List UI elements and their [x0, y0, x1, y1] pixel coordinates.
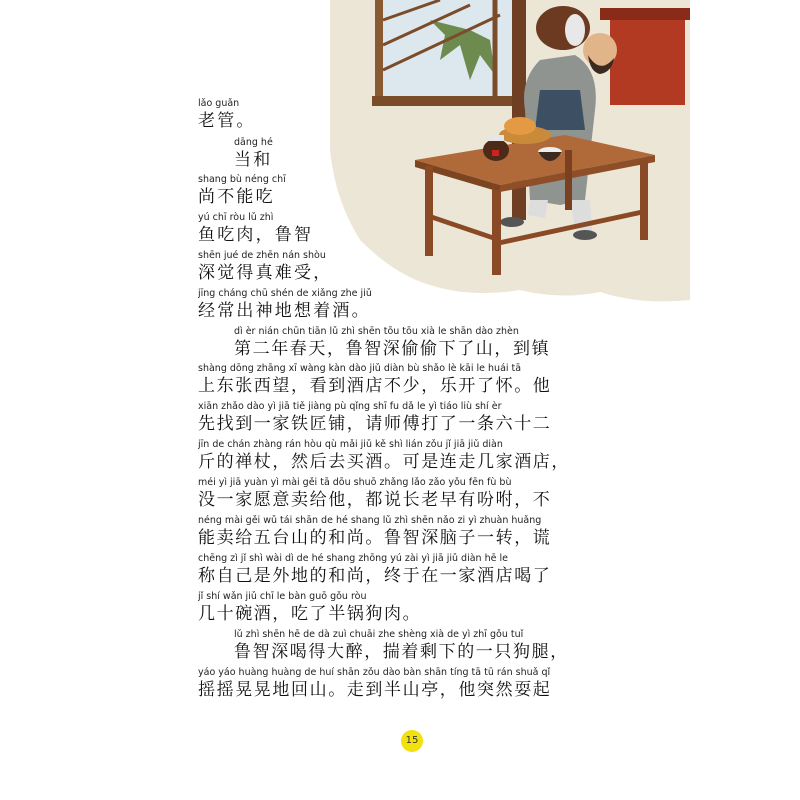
hanzi: 能卖给五台山的和尚。鲁智深脑子一转，谎	[198, 528, 552, 548]
hanzi: 鱼吃肉，鲁智	[198, 225, 314, 245]
text-line	[198, 591, 421, 625]
page-number: 15	[401, 730, 423, 752]
pinyin: néng mài gěi wǔ tái shān de hé shang lǔ zhì shēn nǎo zi yì zhuàn huǎng	[198, 515, 542, 526]
text-line	[198, 477, 551, 511]
pinyin: lǎo guǎn	[198, 98, 240, 109]
pinyin: jīng cháng chū shén de xiǎng zhe jiǔ	[198, 288, 372, 299]
pinyin: shang bù néng chī	[198, 174, 286, 185]
text-line	[198, 667, 551, 701]
hanzi: 尚不能吃	[198, 187, 275, 207]
pinyin: shēn jué de zhēn nán shòu	[198, 250, 326, 261]
hanzi: 深觉得真难受，	[198, 263, 333, 283]
hanzi: 上东张西望，看到酒店不少，乐开了怀。他	[198, 376, 552, 396]
text-line	[234, 326, 550, 360]
text-line	[198, 212, 313, 246]
pinyin: jīn de chán zhàng rán hòu qù mǎi jiǔ kě shì lián zǒu jǐ jiā jiǔ diàn	[198, 439, 503, 450]
pinyin: méi yì jiā yuàn yì mài gěi tā dōu shuō zhǎng lǎo zǎo yǒu fēn fù bù	[198, 477, 512, 488]
hanzi: 当和	[234, 150, 273, 170]
text-line	[198, 363, 551, 397]
text-line	[198, 439, 570, 473]
window-icon	[372, 0, 528, 106]
hanzi: 斤的禅杖，然后去买酒。可是连走几家酒店，	[198, 452, 570, 472]
hanzi: 没一家愿意卖给他，都说长老早有吩咐，不	[198, 490, 552, 510]
illustration-monk-drinking	[0, 0, 800, 310]
hanzi: 经常出神地想着酒。	[198, 301, 371, 321]
hanzi: 摇摇晃晃地回山。走到半山亭，他突然耍起	[198, 680, 552, 700]
pinyin: yú chī ròu lǔ zhì	[198, 212, 274, 223]
text-line	[234, 137, 273, 171]
hanzi: 先找到一家铁匠铺，请师傅打了一条六十二	[198, 414, 552, 434]
text-line	[198, 288, 372, 322]
text-line	[198, 98, 256, 132]
pinyin: chēng zì jǐ shì wài dì de hé shang zhōng yú zài yì jiā jiǔ diàn hē le	[198, 553, 508, 564]
pinyin: dì èr nián chūn tiān lǔ zhì shēn tōu tōu xià le shān dào zhèn	[234, 326, 519, 337]
hanzi: 第二年春天，鲁智深偷偷下了山，到镇	[234, 339, 551, 359]
hanzi: 称自己是外地的和尚，终于在一家酒店喝了	[198, 566, 552, 586]
text-line	[198, 250, 332, 284]
text-line	[198, 401, 551, 435]
text-line	[198, 515, 551, 549]
pinyin: jǐ shí wǎn jiǔ chī le bàn guō gǒu ròu	[198, 591, 367, 602]
pinyin: lǔ zhì shēn hē de dà zuì chuāi zhe shèng xià de yì zhī gǒu tuǐ	[234, 629, 524, 640]
pinyin: dāng hé	[234, 137, 273, 148]
pinyin: yáo yáo huàng huàng de huí shān zǒu dào bàn shān tíng tā tū rán shuǎ qǐ	[198, 667, 551, 678]
hanzi: 几十碗酒，吃了半锅狗肉。	[198, 604, 422, 624]
text-line	[198, 174, 286, 208]
pinyin: shàng dōng zhāng xī wàng kàn dào jiǔ diàn bù shǎo lè kāi le huái tā	[198, 363, 522, 374]
text-line	[234, 629, 569, 663]
hanzi: 老管。	[198, 111, 256, 131]
hanzi: 鲁智深喝得大醉，揣着剩下的一只狗腿，	[234, 642, 569, 662]
pinyin: xiān zhǎo dào yì jiā tiě jiàng pù qǐng shī fu dǎ le yì tiáo liù shí èr	[198, 401, 502, 412]
text-line	[198, 553, 551, 587]
